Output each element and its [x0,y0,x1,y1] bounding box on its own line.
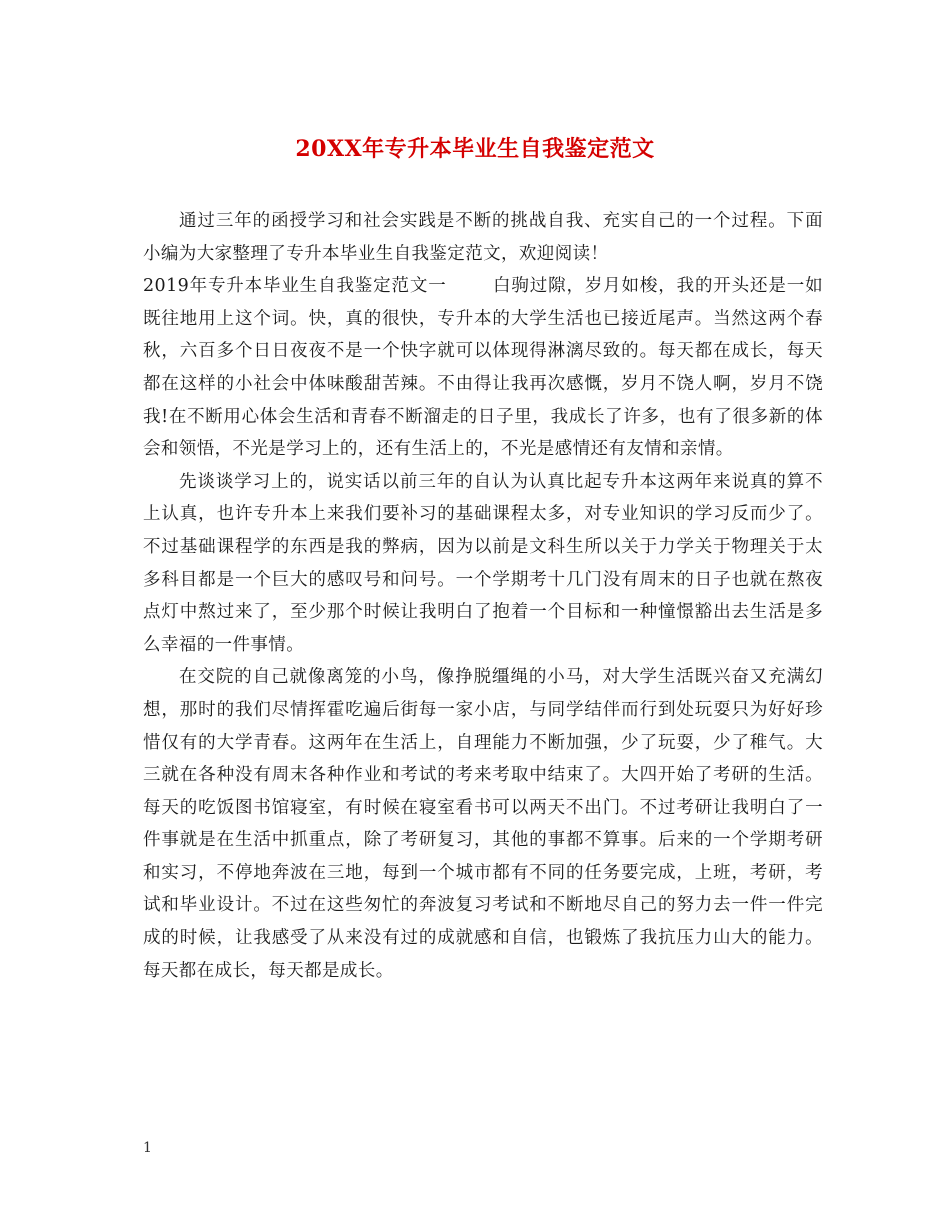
section-paragraph-1 [143,270,823,466]
paragraph-3: 在交院的自己就像离笼的小鸟，像挣脱缰绳的小马，对大学生活既兴奋又充满幻想，那时的我们尽情挥霍吃遍后街每一家小店，与同学结伴而行到处玩耍只为好好珍惜仅有的大学青春。这两年在生活上，自理能力不断加强，少了玩耍，少了稚气。大三就在各种没有周末各种作业和考试的考来考取中结束了。大四开始了考研的生活。每天的吃饭图书馆寝室，有时候在寝室看书可以两天不出门。不过考研让我明白了一件事就是在生活中抓重点，除了考研复习，其他的事都不算事。后来的一个学期考研和实习，不停地奔波在三地，每到一个城市都有不同的任务要完成，上班，考研，考试和毕业设计。不过在这些匆忙的奔波复习考试和不断地尽自己的努力去一件一件完成的时候，让我感受了从来没有过的成就感和自信，也锻炼了我抗压力山大的能力。每天都在成长，每天都是成长。 [143,667,823,981]
paragraph-2: 先谈谈学习上的，说实话以前三年的自认为认真比起专升本这两年来说真的算不上认真，也许专升本上来我们要补习的基础课程太多，对专业知识的学习反而少了。不过基础课程学的东西是我的弊病，因为以前是文科生所以关于力学关于物理关于太多科目都是一个巨大的感叹号和问号。一个学期考十几门没有周末的日子也就在熬夜点灯中熬过来了，至少那个时候让我明白了抱着一个目标和一种憧憬豁出去生活是多么幸福的一件事情。 [143,471,823,655]
page-number: 1 [143,1140,152,1156]
section-heading: 2019年专升本毕业生自我鉴定范文一 [143,276,447,297]
intro-paragraph: 通过三年的函授学习和社会实践是不断的挑战自我、充实自己的一个过程。下面小编为大家整理了专升本毕业生自我鉴定范文，欢迎阅读！ [143,211,823,264]
document-body [143,205,823,987]
document-title: 20XX年专升本毕业生自我鉴定范文 [295,136,655,162]
paragraph-1-text: 白驹过隙，岁月如梭，我的开头还是一如既往地用上这个词。快，真的很快，专升本的大学生活也已接近尾声。当然这两个春秋，六百多个日日夜夜不是一个快字就可以体现得淋漓尽致的。每天都在成长，每天都在这样的小社会中体味酸甜苦辣。不由得让我再次感慨，岁月不饶人啊，岁月不饶我!在不断用心体会生活和青春不断溜走的日子里，我成长了许多，也有了很多新的体会和领悟，不光是学习上的，还有生活上的，不光是感情还有友情和亲情。 [143,276,823,460]
